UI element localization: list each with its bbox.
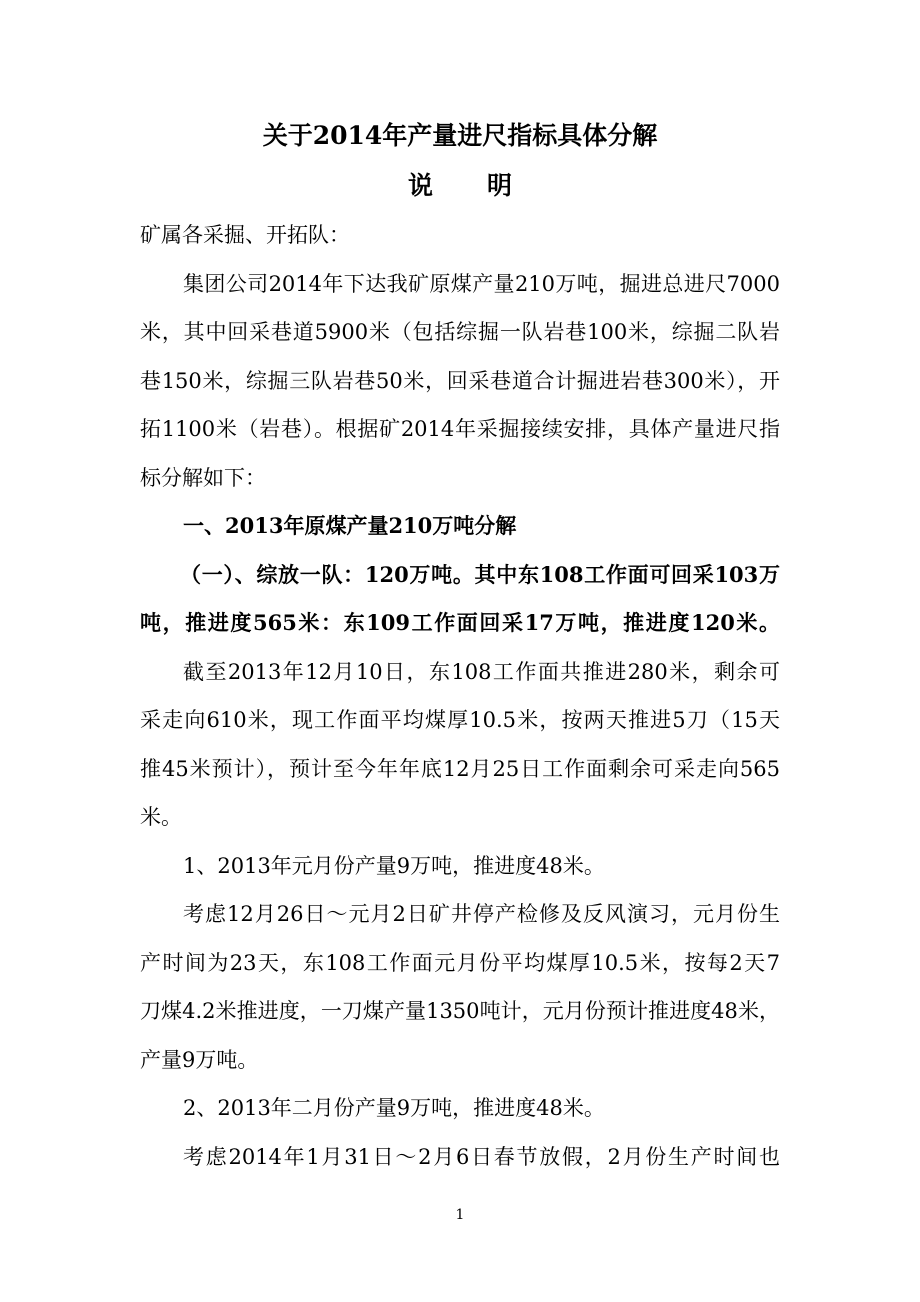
- intro-line-2: 米，其中回采巷道5900米（包括综掘一队岩巷100米，综掘二队岩: [140, 320, 780, 344]
- subsection-line-2: 吨，推进度565米：东109工作面回采17万吨，推进度120米。: [140, 610, 780, 635]
- section-heading: 一、2013年原煤产量210万吨分解: [183, 513, 517, 538]
- item1-line-4: 产量9万吨。: [140, 1048, 259, 1072]
- intro-line-5: 标分解如下：: [140, 466, 266, 490]
- item1-line-3: 刀煤4.2米推进度，一刀煤产量1350吨计，元月份预计推进度48米，: [140, 999, 780, 1023]
- status-line-4: 米。: [140, 805, 182, 829]
- item1-line-1: 考虑12月26日～元月2日矿井停产检修及反风演习，元月份生: [183, 902, 780, 926]
- status-line-2: 采走向610米，现工作面平均煤厚10.5米，按两天推进5刀（15天: [140, 708, 780, 732]
- item1-heading: 1、2013年元月份产量9万吨，推进度48米。: [183, 854, 605, 878]
- intro-line-1: 集团公司2014年下达我矿原煤产量210万吨，掘进总进尺7000: [183, 272, 780, 296]
- item1-line-2: 产时间为23天，东108工作面元月份平均煤厚10.5米，按每2天7: [140, 951, 780, 975]
- item2-line-1: 考虑2014年1月31日～2月6日春节放假，2月份生产时间也: [183, 1145, 780, 1169]
- status-line-1: 截至2013年12月10日，东108工作面共推进280米，剩余可: [183, 660, 780, 684]
- subtitle-char-right: 明: [487, 171, 513, 200]
- subsection-line-1: （一）、综放一队：120万吨。其中东108工作面可回采103万: [180, 562, 780, 587]
- intro-line-4: 拓1100米（岩巷）。根据矿2014年采掘接续安排，具体产量进尺指: [140, 417, 780, 441]
- item2-heading: 2、2013年二月份产量9万吨，推进度48米。: [183, 1096, 605, 1120]
- salutation: 矿属各采掘、开拓队：: [140, 223, 350, 247]
- intro-line-3: 巷150米，综掘三队岩巷50米，回采巷道合计掘进岩巷300米），开: [140, 369, 780, 393]
- document-title: 关于2014年产量进尺指标具体分解: [262, 121, 658, 150]
- document-subtitle: [0, 171, 920, 201]
- status-line-3: 推45米预计），预计至今年年底12月25日工作面剩余可采走向565: [140, 757, 780, 781]
- page-number: 1: [455, 1207, 465, 1223]
- subtitle-char-left: 说: [407, 171, 433, 200]
